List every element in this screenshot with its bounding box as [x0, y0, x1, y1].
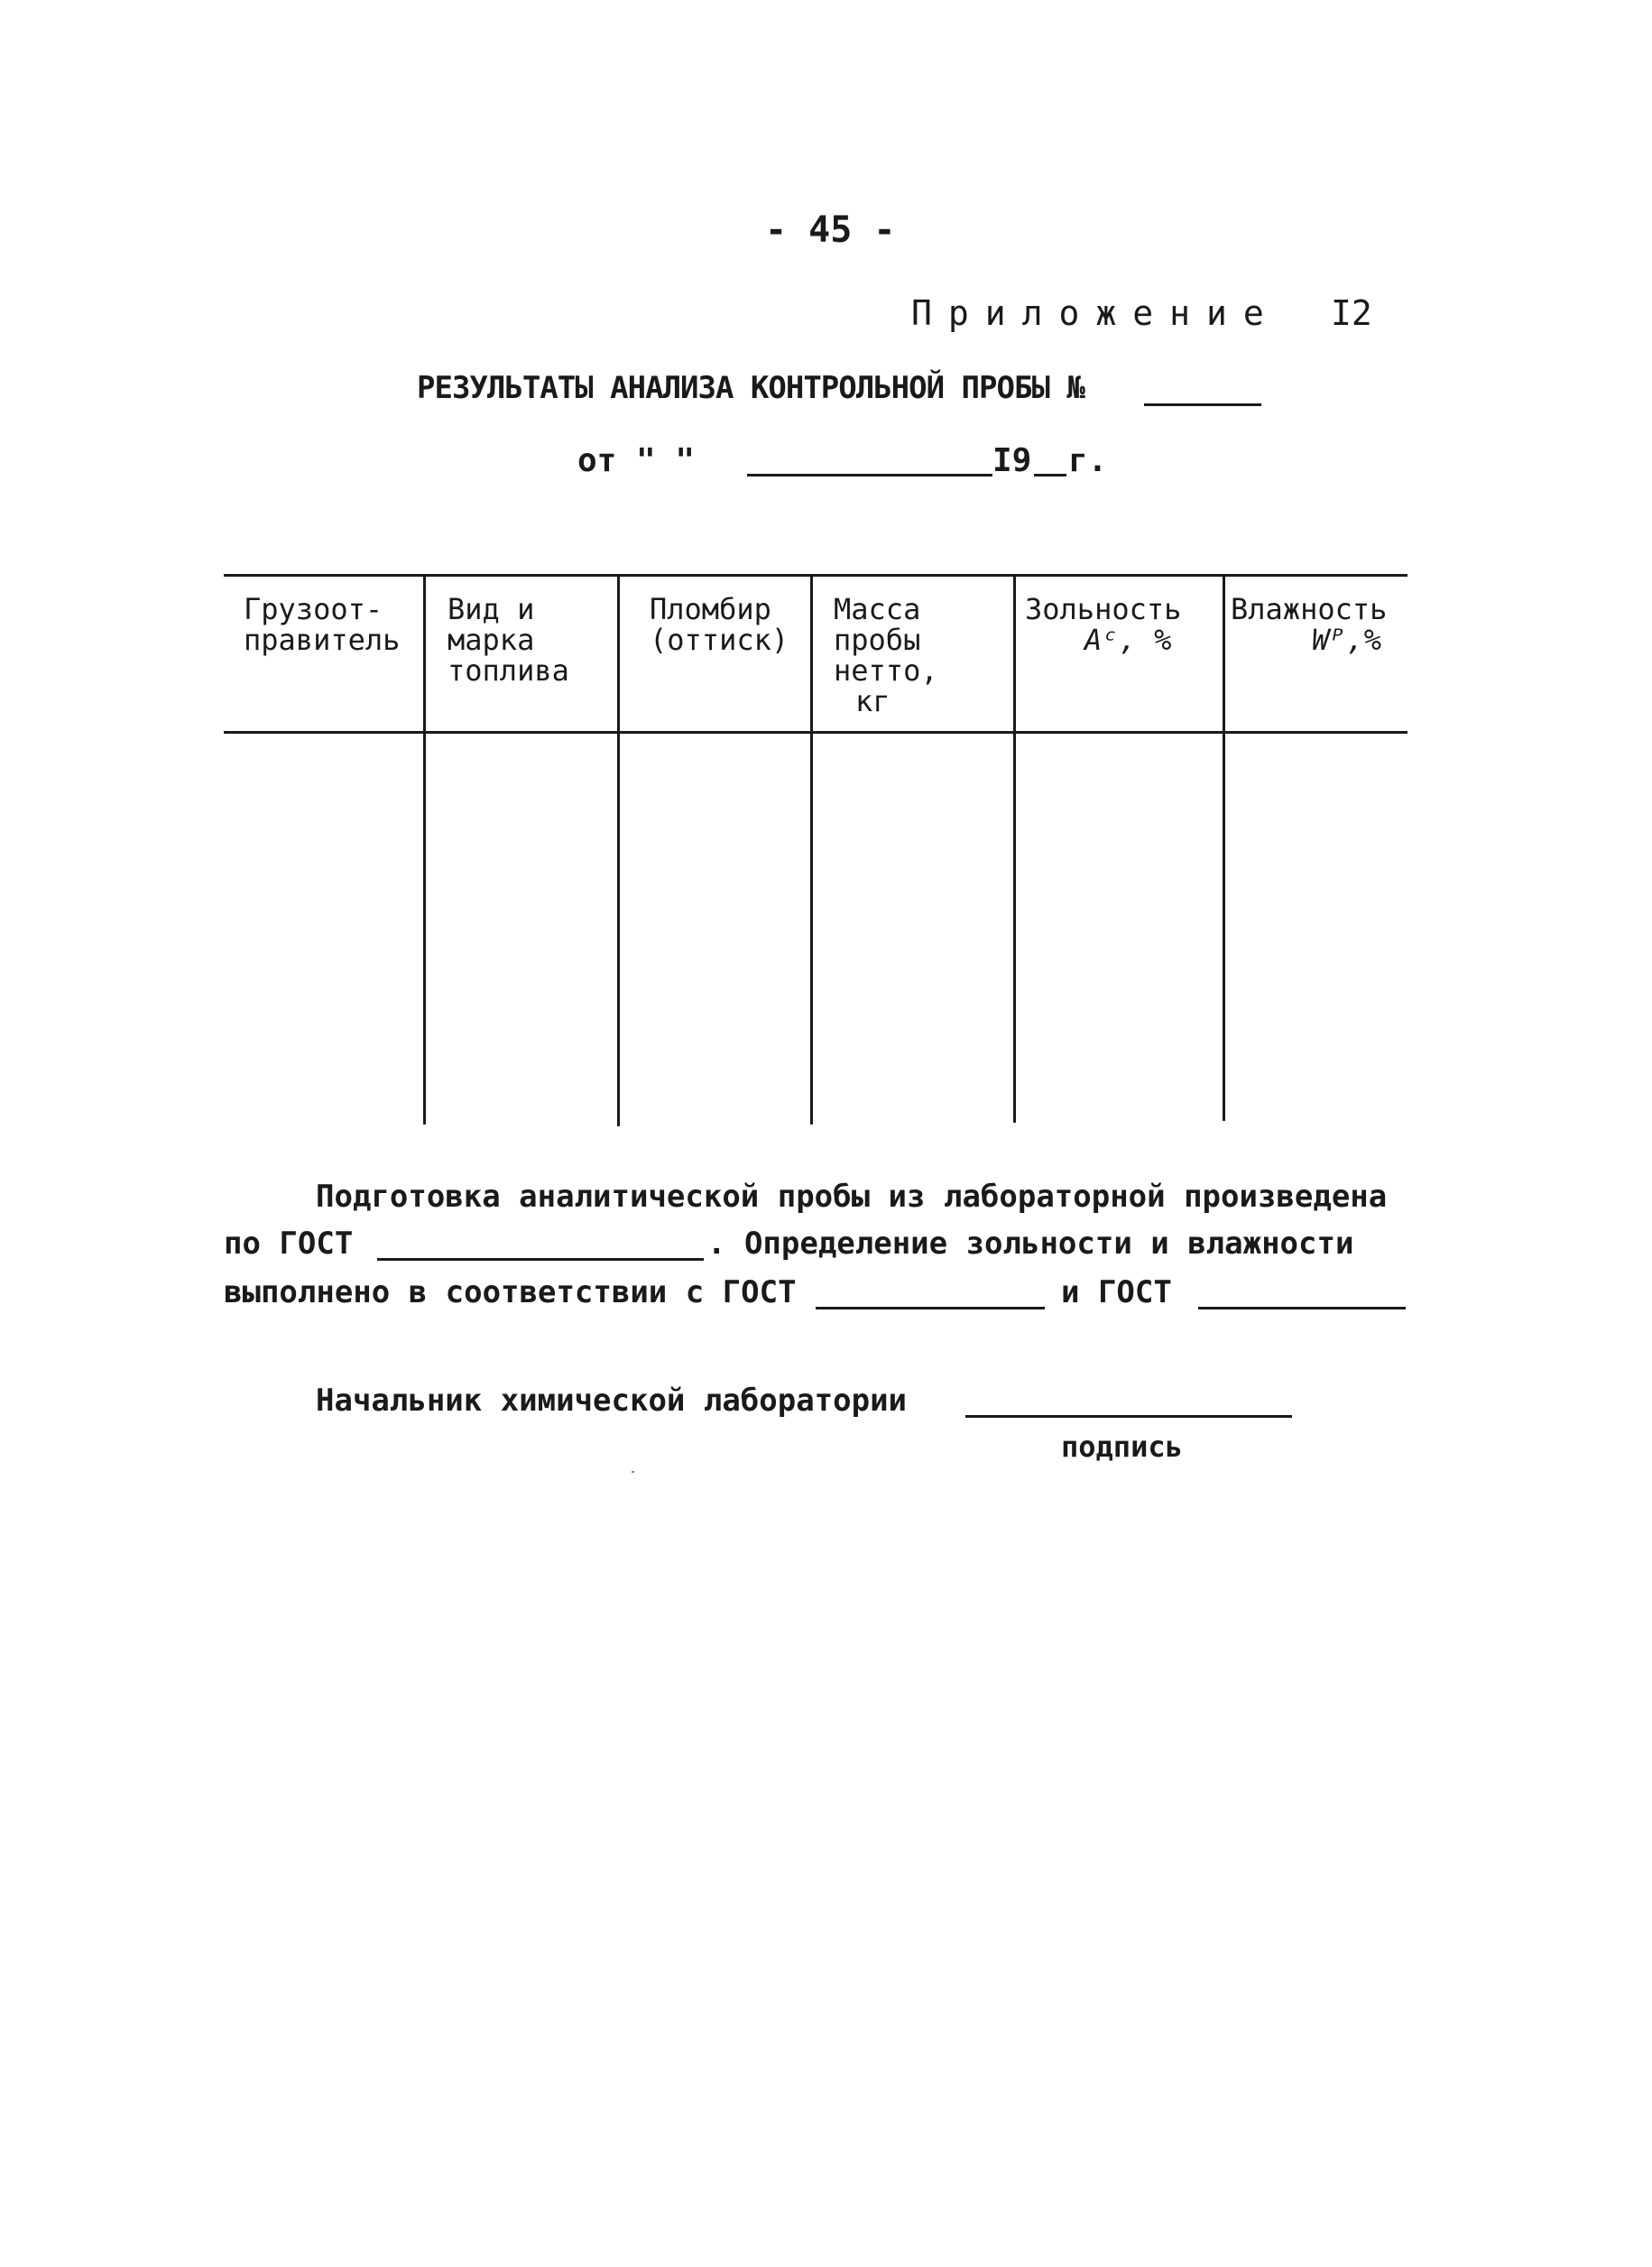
appendix-number: I2 [1331, 293, 1372, 333]
analysis-table [224, 574, 1407, 1124]
paragraph-line-2b: . Определение зольности и влажности [707, 1226, 1354, 1262]
table-top-rule [224, 574, 1407, 577]
date-year-prefix: I9 [992, 442, 1032, 479]
document-title: РЕЗУЛЬТАТЫ АНАЛИЗА КОНТРОЛЬНОЙ ПРОБЫ № [417, 370, 1084, 406]
column-divider-5 [1223, 574, 1225, 1121]
signature-role: Начальник химической лаборатории [316, 1383, 908, 1419]
gost-prep-blank [377, 1258, 704, 1261]
table-header-rule [224, 731, 1407, 734]
header-moisture: Влажность Wᴾ,% [1231, 592, 1388, 657]
header-net-mass: Масса пробы нетто, кг [834, 592, 938, 718]
date-year-blank [1034, 474, 1066, 477]
header-seal: Пломбир (оттиск) [650, 592, 789, 657]
sample-number-blank [1144, 403, 1261, 406]
scan-speck [632, 1471, 634, 1473]
column-divider-2 [617, 574, 620, 1126]
gost-moisture-blank [1198, 1307, 1406, 1309]
column-divider-3 [810, 574, 813, 1124]
paragraph-line-2a: по ГОСТ [224, 1226, 354, 1262]
paragraph-line-1: Подготовка аналитической пробы из лабораторной произведена [316, 1179, 1388, 1215]
paragraph-line-3b: и ГОСТ [1061, 1274, 1172, 1310]
signature-blank [965, 1415, 1292, 1418]
date-month-blank [747, 474, 992, 477]
column-divider-1 [423, 574, 426, 1124]
header-fuel-type: Вид и марка топлива [448, 592, 569, 688]
paragraph-line-3a: выполнено в соответствии с ГОСТ [224, 1274, 797, 1310]
date-year-suffix: г. [1068, 442, 1108, 479]
gost-ash-blank [816, 1307, 1045, 1309]
page-number: - 45 - [765, 209, 896, 251]
appendix-label: Приложение [911, 293, 1280, 333]
header-shipper: Грузоот- правитель [244, 592, 401, 657]
date-prefix: от " " [577, 442, 696, 479]
column-divider-4 [1013, 574, 1016, 1123]
signature-caption: подпись [1061, 1430, 1183, 1464]
header-ash-content: Зольность Aᶜ, % [1025, 592, 1182, 657]
